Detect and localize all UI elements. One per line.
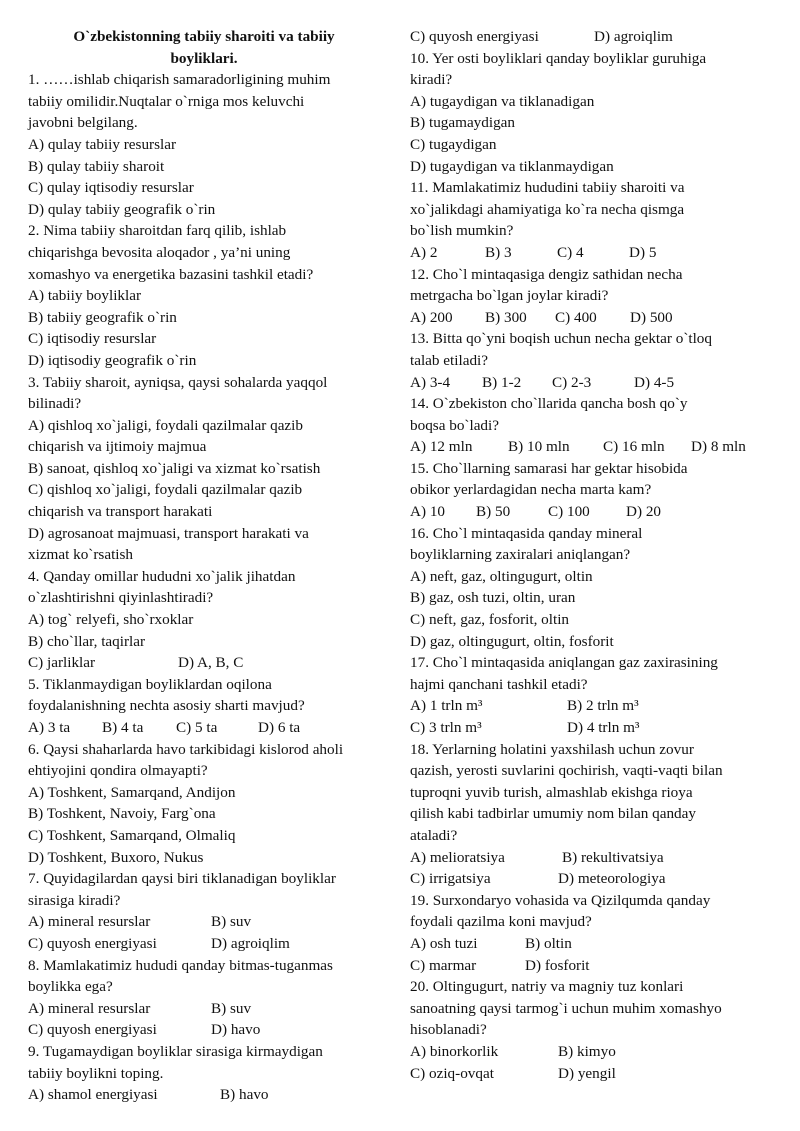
answer-option: A) 12 mln	[410, 438, 473, 456]
answer-option: A) 2	[410, 243, 438, 261]
answer-option: C) quyosh energiyasi	[410, 28, 539, 45]
text-line: chiqarish va transport harakati	[28, 503, 213, 521]
answer-option: C) oziq-ovqat	[410, 1064, 494, 1082]
answer-option: C) 2-3	[552, 373, 592, 391]
text-line: A) tugaydigan va tiklanadigan	[410, 92, 595, 110]
answer-option: D) 5	[629, 243, 657, 261]
text-line: xomashyo va energetika bazasini tashkil etadi?	[28, 265, 314, 283]
title-line: boyliklari.	[170, 49, 238, 67]
text-line: 18. Yerlarning holatini yaxshilash uchun zovur	[410, 740, 694, 758]
answer-option: A) 200	[410, 308, 453, 326]
answer-options-row	[410, 242, 782, 264]
text-line: A) neft, gaz, oltingugurt, oltin	[410, 567, 593, 585]
text-line: C) qulay iqtisodiy resurslar	[28, 179, 194, 197]
text-line: B) qulay tabiiy sharoit	[28, 157, 165, 175]
text-line: obikor yerlardagidan necha marta kam?	[410, 481, 652, 499]
answer-options-row	[28, 998, 380, 1020]
answer-option: C) irrigatsiya	[410, 870, 491, 888]
answer-option: D) agroiqlim	[211, 934, 290, 952]
answer-option: A) mineral resurslar	[28, 999, 151, 1017]
text-line: sirasiga kiradi?	[28, 891, 121, 909]
answer-options-row	[28, 1084, 380, 1106]
text-line: qilish kabi tadbirlar umumiy nom bilan qanday	[410, 805, 696, 823]
text-line: xizmat ko`rsatish	[28, 546, 134, 564]
answer-option: C) 4	[557, 243, 584, 261]
answer-option: A) osh tuzi	[410, 934, 478, 952]
answer-options-row	[410, 436, 782, 458]
text-line: chiqarishga bevosita aloqador , ya’ni uning	[28, 243, 291, 261]
text-line: B) cho`llar, taqirlar	[28, 632, 146, 650]
text-line: boyliklarning zaxiralari aniqlangan?	[410, 546, 631, 564]
answer-option: D) 8 mln	[691, 438, 746, 456]
answer-option: B) suv	[211, 913, 252, 931]
answer-option: D) 4 trln m³	[567, 719, 640, 736]
title-line: O`zbekistonning tabiiy sharoiti va tabiiy	[73, 28, 335, 45]
text-line: B) tugamaydigan	[410, 114, 516, 132]
left-questions	[28, 69, 380, 1106]
text-line: javobni belgilang.	[28, 114, 138, 132]
text-line: 9. Tugamaydigan boyliklar sirasiga kirmaydigan	[28, 1042, 323, 1060]
answer-option: B) havo	[220, 1086, 269, 1104]
answer-option: D) A, B, C	[178, 654, 244, 672]
answer-options-row	[410, 26, 782, 48]
text-line: 12. Cho`l mintaqasiga dengiz sathidan necha	[410, 265, 683, 283]
text-line: sanoatning qaysi tarmog`i uchun muhim xomashyo	[410, 999, 722, 1017]
answer-option: C) 3 trln m³	[410, 719, 482, 736]
text-line: 13. Bitta qo`yni boqish uchun necha gektar o`tloq	[410, 330, 712, 348]
answer-options-row	[410, 933, 782, 955]
answer-option: A) 1 trln m³	[410, 697, 483, 715]
answer-options-row	[410, 955, 782, 977]
answer-option: A) binorkorlik	[410, 1042, 499, 1060]
answer-options-row	[28, 933, 380, 955]
text-line: boqsa bo`ladi?	[410, 416, 499, 434]
answer-option: C) marmar	[410, 956, 477, 974]
text-line: D) Toshkent, Buxoro, Nukus	[28, 848, 204, 866]
answer-options-row	[410, 695, 782, 717]
answer-option: B) kimyo	[558, 1042, 616, 1060]
text-line: A) qishloq xo`jaligi, foydali qazilmalar qazib	[28, 416, 303, 434]
answer-options-row	[28, 717, 380, 739]
text-line: B) gaz, osh tuzi, oltin, uran	[410, 589, 576, 607]
text-line: 11. Mamlakatimiz hududini tabiiy sharoiti va	[410, 179, 685, 197]
answer-option: C) 400	[555, 308, 597, 326]
text-line: B) sanoat, qishloq xo`jaligi va xizmat ko`rsatish	[28, 459, 321, 477]
text-line: B) Toshkent, Navoiy, Farg`ona	[28, 805, 216, 823]
text-line: 19. Surxondaryo vohasida va Qizilqumda qanday	[410, 891, 711, 909]
text-line: tabiiy omilidir.Nuqtalar o`rniga mos keluvchi	[28, 92, 305, 110]
text-line: D) qulay tabiiy geografik o`rin	[28, 200, 216, 218]
text-line: C) neft, gaz, fosforit, oltin	[410, 611, 570, 629]
answer-options-row	[410, 1041, 782, 1063]
text-line: talab etiladi?	[410, 351, 489, 369]
text-line: C) iqtisodiy resurslar	[28, 330, 157, 348]
answer-options-row	[410, 501, 782, 523]
answer-option: D) 500	[630, 308, 673, 326]
text-line: hisoblanadi?	[410, 1021, 487, 1039]
answer-option: B) 1-2	[482, 373, 522, 391]
answer-option: B) suv	[211, 999, 252, 1017]
document-title	[28, 26, 380, 69]
answer-option: B) 3	[485, 243, 512, 261]
answer-option: B) 300	[485, 308, 527, 326]
text-line: A) qulay tabiiy resurslar	[28, 135, 177, 153]
answer-option: D) yengil	[558, 1064, 616, 1082]
text-line: A) tabiiy boyliklar	[28, 287, 142, 305]
text-line: metrgacha bo`lgan joylar kiradi?	[410, 287, 609, 305]
text-line: C) tugaydigan	[410, 135, 497, 153]
answer-options-row	[410, 717, 782, 739]
text-line: 1. ……ishlab chiqarish samaradorligining muhim	[28, 71, 331, 89]
text-line: 8. Mamlakatimiz hududi qanday bitmas-tuganmas	[28, 956, 333, 974]
answer-option: B) 4 ta	[102, 719, 144, 736]
answer-options-row	[410, 868, 782, 890]
text-line: B) tabiiy geografik o`rin	[28, 308, 177, 326]
answer-options-row	[28, 1019, 380, 1041]
text-line: foydalanishning nechta asosiy sharti mavjud?	[28, 697, 305, 715]
text-line: D) agrosanoat majmuasi, transport harakati va	[28, 524, 309, 542]
text-line: D) gaz, oltingugurt, oltin, fosforit	[410, 632, 614, 650]
answer-option: C) 16 mln	[603, 438, 665, 456]
text-line: foydali qazilma koni mavjud?	[410, 913, 592, 931]
answer-option: A) shamol energiyasi	[28, 1086, 158, 1104]
text-line: ataladi?	[410, 826, 458, 844]
answer-option: C) 100	[548, 503, 590, 521]
text-line: qazish, yerosti suvlarini qochirish, vaqti-vaqti bilan	[410, 762, 723, 780]
text-line: D) tugaydigan va tiklanmaydigan	[410, 157, 614, 175]
text-line: 3. Tabiiy sharoit, ayniqsa, qaysi sohalarda yaqqol	[28, 373, 328, 391]
answer-option: D) 6 ta	[258, 719, 301, 736]
text-line: bo`lish mumkin?	[410, 222, 514, 240]
right-questions	[410, 26, 782, 1084]
answer-option: A) 10	[410, 503, 446, 521]
text-line: bilinadi?	[28, 395, 82, 413]
text-line: hajmi qanchani tashkil etadi?	[410, 675, 588, 693]
answer-option: B) 10 mln	[508, 438, 570, 456]
answer-option: C) quyosh energiyasi	[28, 934, 157, 952]
text-line: tuproqni yuvib turish, almashlab ekishga rioya	[410, 783, 693, 801]
text-line: 2. Nima tabiiy sharoitdan farq qilib, ishlab	[28, 222, 287, 240]
answer-options-row	[410, 307, 782, 329]
text-line: xo`jalikdagi ahamiyatiga ko`ra necha qismga	[410, 200, 685, 218]
answer-option: D) meteorologiya	[558, 870, 666, 888]
right-column	[410, 26, 782, 1084]
text-line: 10. Yer osti boyliklari qanday boyliklar guruhiga	[410, 49, 707, 67]
text-line: ehtiyojini qondira olmayapti?	[28, 762, 208, 780]
text-line: C) Toshkent, Samarqand, Olmaliq	[28, 826, 236, 844]
answer-option: C) quyosh energiyasi	[28, 1021, 157, 1039]
answer-option: D) 20	[626, 503, 662, 521]
answer-option: B) rekultivatsiya	[562, 848, 664, 866]
answer-option: A) melioratsiya	[410, 848, 505, 866]
answer-option: B) 50	[476, 503, 511, 521]
answer-option: A) mineral resurslar	[28, 913, 151, 931]
text-line: D) iqtisodiy geografik o`rin	[28, 351, 197, 369]
text-line: kiradi?	[410, 71, 453, 89]
text-line: 17. Cho`l mintaqasida aniqlangan gaz zaxirasining	[410, 654, 718, 672]
answer-option: C) 5 ta	[176, 719, 218, 736]
text-line: 16. Cho`l mintaqasida qanday mineral	[410, 524, 643, 542]
text-line: 5. Tiklanmaydigan boyliklardan oqilona	[28, 675, 272, 693]
text-line: 20. Oltingugurt, natriy va magniy tuz konlari	[410, 978, 684, 996]
answer-option: B) oltin	[525, 934, 572, 952]
text-line: boylikka ega?	[28, 978, 113, 996]
answer-option: D) fosforit	[525, 956, 590, 974]
text-line: 4. Qanday omillar hududni xo`jalik jihatdan	[28, 567, 296, 585]
text-line: 14. O`zbekiston cho`llarida qancha bosh qo`y	[410, 395, 688, 413]
answer-option: C) jarliklar	[28, 654, 96, 672]
answer-options-row	[28, 911, 380, 933]
text-line: 6. Qaysi shaharlarda havo tarkibidagi kislorod aholi	[28, 740, 344, 758]
answer-option: D) agroiqlim	[594, 28, 673, 45]
text-line: C) qishloq xo`jaligi, foydali qazilmalar qazib	[28, 481, 303, 499]
answer-option: A) 3 ta	[28, 719, 71, 736]
text-line: A) tog` relyefi, sho`rxoklar	[28, 611, 194, 629]
text-line: chiqarish va ijtimoiy majmua	[28, 438, 207, 456]
answer-option: A) 3-4	[410, 373, 451, 391]
answer-options-row	[410, 847, 782, 869]
left-column	[28, 26, 380, 1106]
answer-options-row	[410, 372, 782, 394]
answer-option: D) 4-5	[634, 373, 675, 391]
answer-option: D) havo	[211, 1021, 261, 1039]
text-line: o`zlashtirishni qiyinlashtiradi?	[28, 589, 214, 607]
answer-option: B) 2 trln m³	[567, 697, 639, 715]
text-line: A) Toshkent, Samarqand, Andijon	[28, 783, 236, 801]
text-line: 7. Quyidagilardan qaysi biri tiklanadigan boyliklar	[28, 870, 336, 888]
answer-options-row	[28, 652, 380, 674]
answer-options-row	[410, 1063, 782, 1085]
text-line: 15. Cho`llarning samarasi har gektar hisobida	[410, 459, 688, 477]
text-line: tabiiy boylikni toping.	[28, 1064, 164, 1082]
